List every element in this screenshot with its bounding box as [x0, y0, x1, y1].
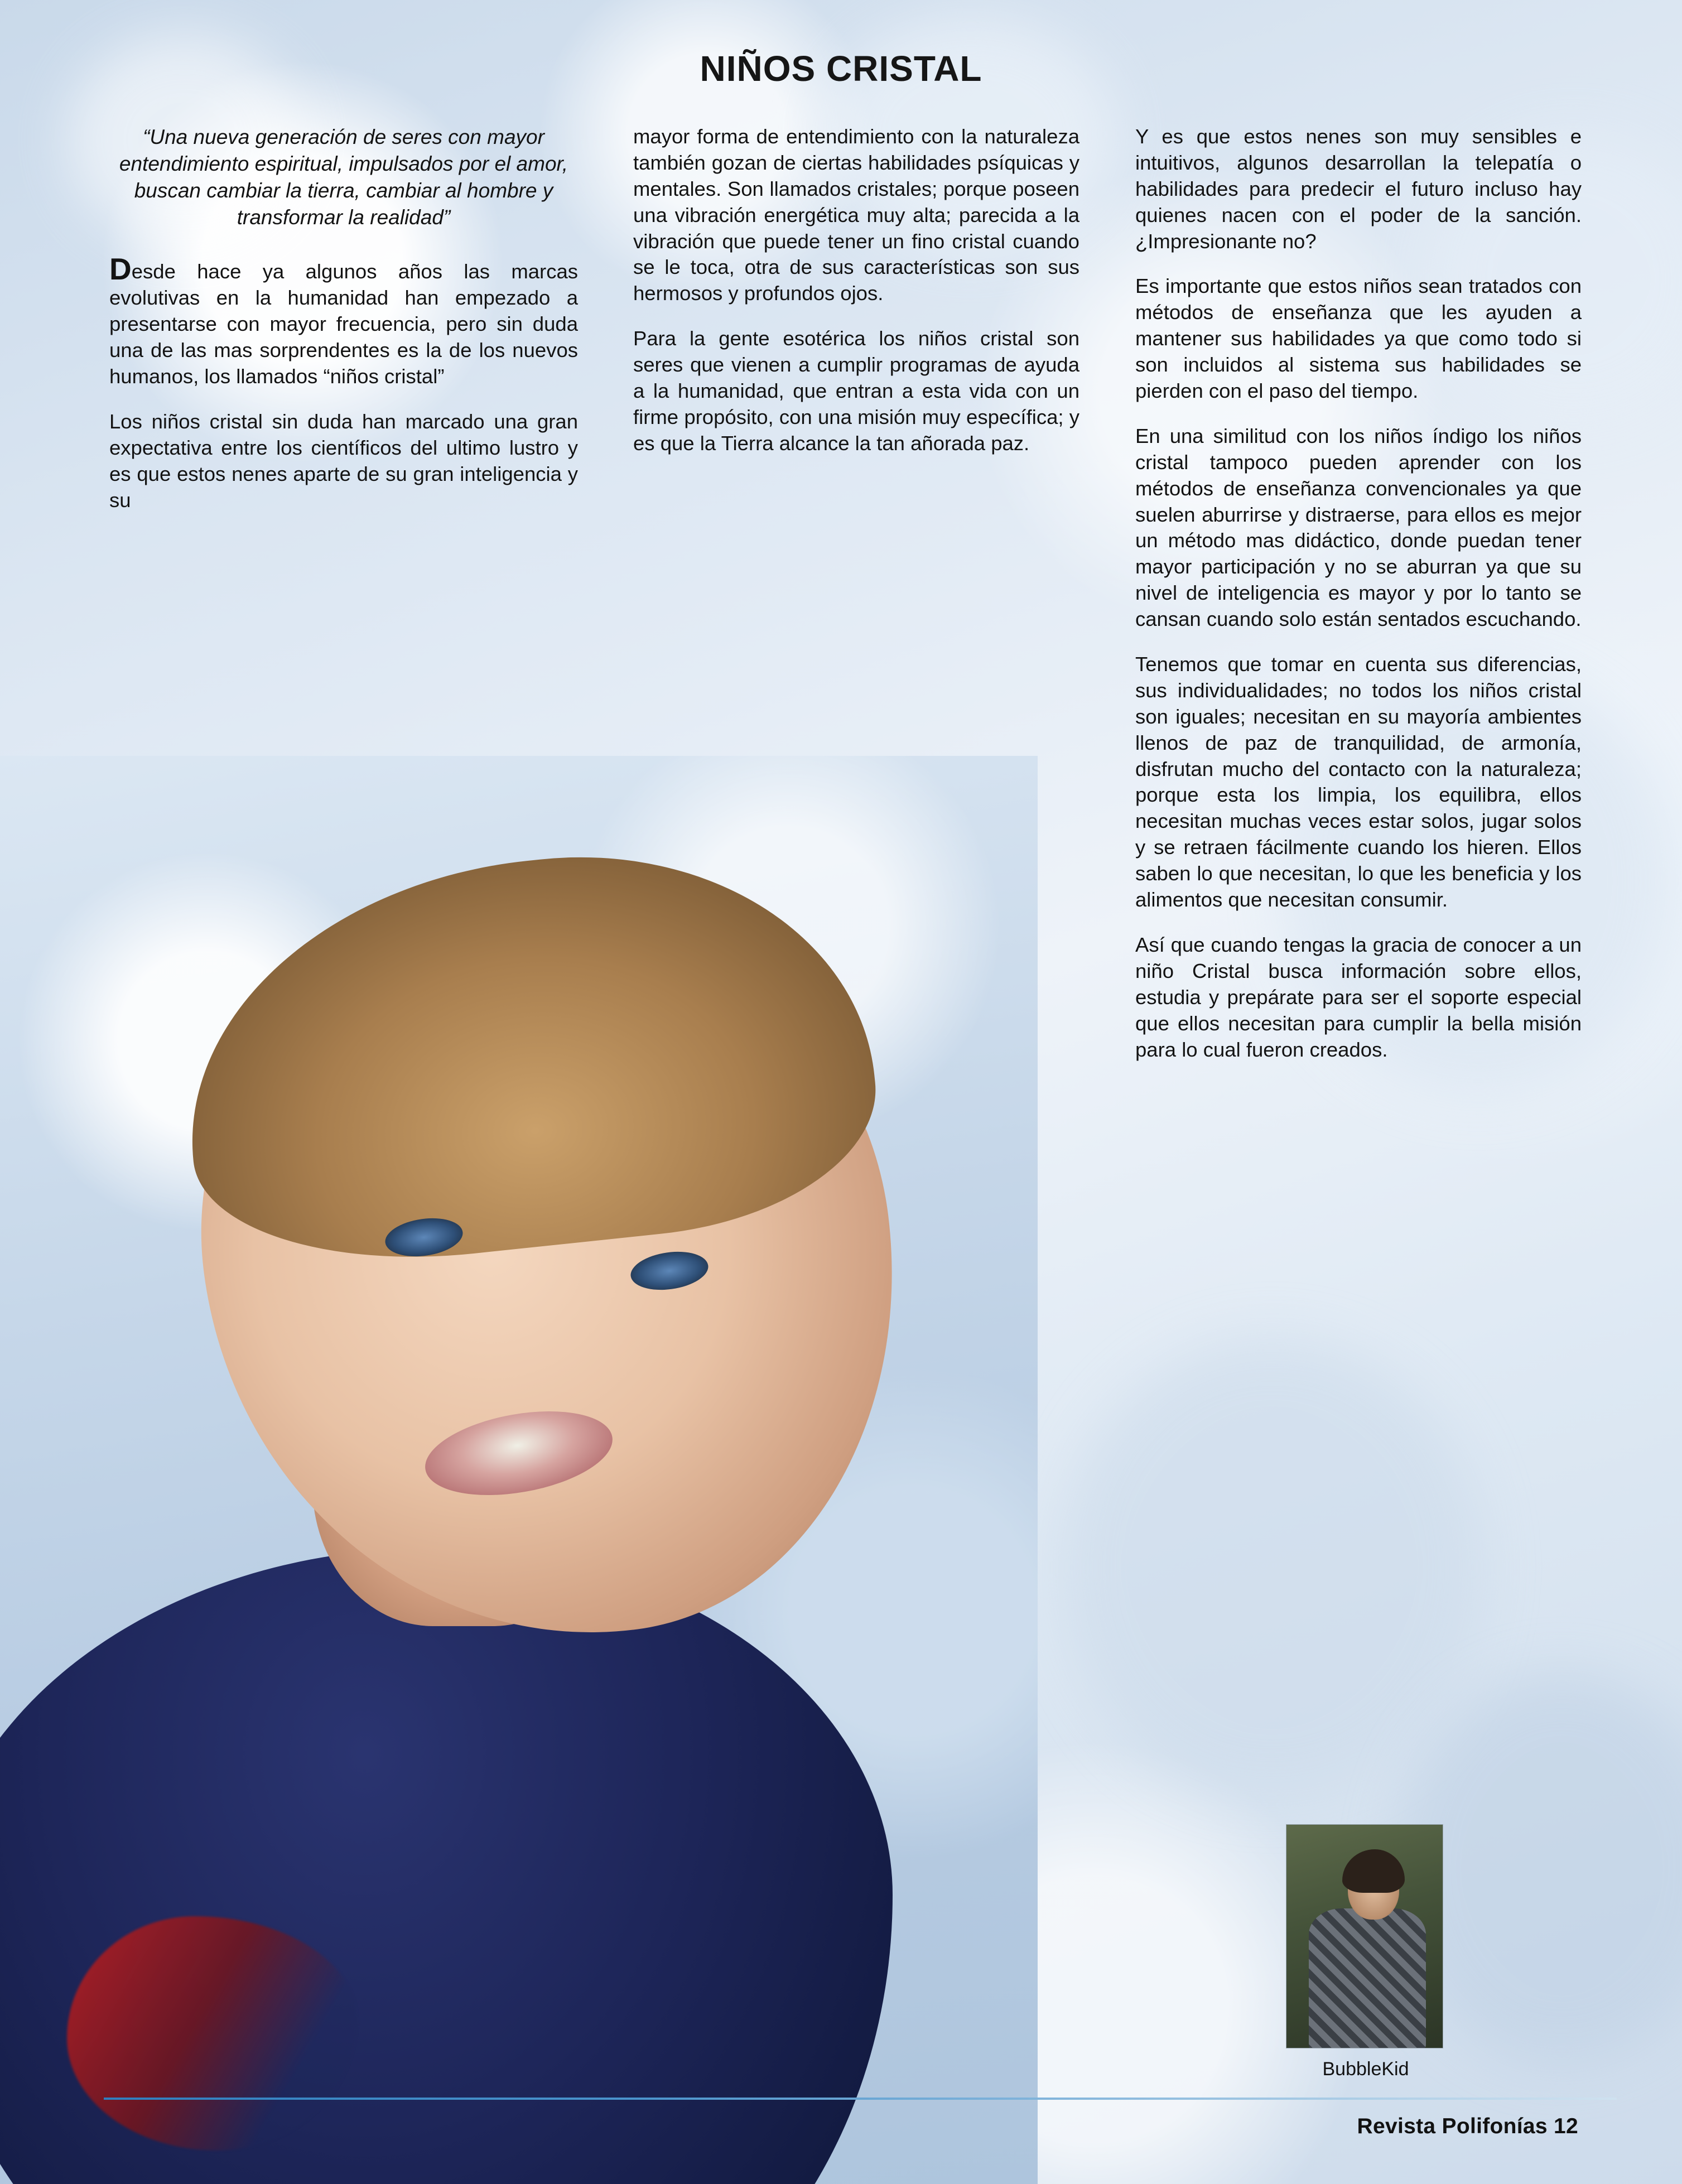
- author-caption: BubbleKid: [1322, 2058, 1409, 2080]
- middle-paragraph-1: mayor forma de entendimiento con la naturaleza también gozan de ciertas habilidades psíquicas y mentales. Son llamados cristales; porque poseen una vibración energética muy alta; parecida a la vibración que puede tener un fino cristal cuando se le toca, otra de sus características son sus hermosos y profundos ojos.: [633, 125, 1079, 305]
- author-thumbnail: [1286, 1824, 1443, 2048]
- left-paragraph-2: Los niños cristal sin duda han marcado una gran expectativa entre los científicos del ultimo lustro y es que estos nenes aparte de su gran inteligencia y su: [109, 409, 578, 512]
- column-left: [109, 124, 578, 513]
- right-paragraph-4: Tenemos que tomar en cuenta sus diferencias, sus individualidades; no todos los niños cristal son iguales; necesitan en su mayoría ambientes llenos de paz de tranquilidad, de armonía, disfrutan mucho del contacto con la naturaleza; porque esta los limpia, los equilibra, ellos necesitan muchas veces estar solos, jugar solos y se retraen fácilmente cuando los hieren. Ellos saben lo que necesitan, lo que les beneficia y los alimentos que necesitan consumir.: [1135, 653, 1582, 912]
- middle-paragraph-2: Para la gente esotérica los niños cristal son seres que vienen a cumplir programas de ayuda a la humanidad, que entran a esta vida con un firme propósito, con una misión muy específica; y es que la Tierra alcance la tan añorada paz.: [633, 327, 1079, 455]
- pullquote: “Una nueva generación de seres con mayor entendimiento espiritual, impulsados por el amor, buscan cambiar la tierra, cambiar al hombre y transformar la realidad”: [119, 126, 568, 229]
- right-paragraph-5: Así que cuando tengas la gracia de conocer a un niño Cristal busca información sobre ellos, estudia y prepárate para ser el soporte especial que ellos necesitan para cumplir la bella misión para lo cual fueron creados.: [1135, 933, 1582, 1061]
- left-paragraph-1-text: esde hace ya algunos años las marcas evolutivas en la humanidad han empezado a presentarse con mayor frecuencia, pero sin duda una de las mas sorprendentes es la de los nuevos humanos, los llamados “niños cristal”: [109, 260, 578, 388]
- right-paragraph-2: Es importante que estos niños sean tratados con métodos de enseñanza que les ayuden a mantener sus habilidades ya que como todo si son incluidos al sistema sus habilidades se pierden con el paso del tiempo.: [1135, 274, 1582, 403]
- left-paragraph-1: [109, 252, 578, 389]
- author-hair: [1342, 1849, 1405, 1893]
- footer-divider: [104, 2098, 1617, 2100]
- page-title: NIÑOS CRISTAL: [700, 49, 982, 89]
- right-paragraph-1: Y es que estos nenes son muy sensibles e intuitivos, algunos desarrollan la telepatía o habilidades para predecir el futuro incluso hay quienes nacen con el poder de la sanción. ¿Impresionante no?: [1135, 125, 1582, 253]
- column-middle: [633, 124, 1079, 457]
- main-photo: [0, 756, 1038, 2184]
- bokeh-blotch: [1060, 1339, 1484, 1796]
- right-paragraph-3: En una similitud con los niños índigo los niños cristal tampoco pueden aprender con los métodos de enseñanza convencionales ya que suelen aburrirse y distraerse, para ellos es mejor un método mas didáctico, donde puedan tener mayor participación y no se aburran ya que su nivel de inteligencia es mayor y por lo tanto se cansan cuando solo están sentados escuchando.: [1135, 424, 1582, 631]
- footer-label: Revista Polifonías 12: [1357, 2114, 1578, 2138]
- column-right: [1135, 124, 1582, 1063]
- author-figure: [1309, 1908, 1426, 2048]
- dropcap-letter: D: [109, 252, 132, 287]
